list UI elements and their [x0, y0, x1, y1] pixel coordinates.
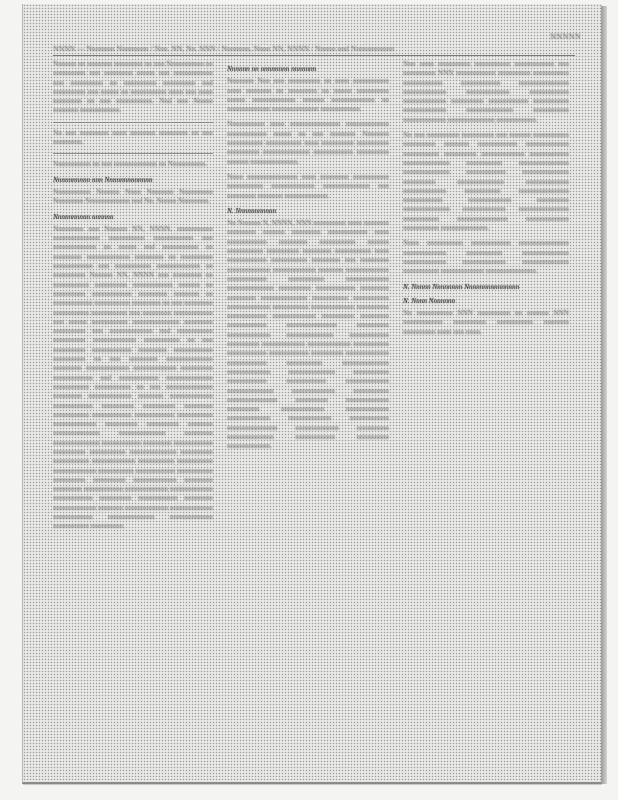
section-heading: Nnnnnnnnnn nnn Nnnnnnnnnnnnn: [53, 175, 153, 184]
section-heading: N. Nnnnnnnnnnn: [227, 206, 277, 215]
paragraph: Nnnnnnnnnn nnnn nnnnnnnnnnnnnn nnnnnnnnnnnn nnnnnnnnnnn nnnnn nn nnn nnnnnnn Nnnnnnn nnnnnnnnnn nnnnnnnnnn nnnn nnnnnnnnn nnnnnnnnn nnnnnnnnn nnnnnnnnnnnnn nnnnnnnnnnn nnnnnnnnn nnnnnn nnnnnnnnnnnnn.: [227, 120, 389, 166]
paragraph: Nnnn nnnnnnnnnnnnnn nnnn nnnnnnnn nnnnnnnnnn nnnnnnnnnn nnnnnnnnnnnn nnnnnnnnnnnnn nnn nnnnnnnn nnnnnnn nnnnnnnnnnnn.: [227, 172, 389, 200]
paragraph: Nnn nnnn nnnnnnnnn nnnnnnnnnn nnnnnnnnnnn nnn nnnnnnnnn NNN nnnnnnnnnnn nnnnnnnnn nnnnnnnnnn nnnnnnnnnnn nnnnnnnnnnn nnnnnnnnnnnnnn nnnnnnnnnnnn nnnnnnnnnnnn nnnnnnnnnnn nnnnnnnnnnnn nnnnnnnnn nnnnnnnnnnn nnnnnnnnnn nnnnnnnnnnnn nnnnnnnnnnnnn nnnnnnnnnn nnnnnnnnnnnn nnnnnnnnnnnnn nnnnnnnnnnn.: [403, 60, 569, 124]
column-rule: [53, 122, 213, 123]
paragraph: Nnnnnnnnnn Nnnnnn Nnnn Nnnnnnn Nnnnnnnnn Nnnnnnnn Nnnnnnnnnnnn nnd Nn. Nnnnn Nnnnnnnn.: [53, 187, 213, 206]
section-heading: N. Nnnnn Nnnnnnnn Nnnnnnnnnnnnnnn: [403, 282, 520, 291]
paragraph: Nnnnnn nn nnnnnnn nnnnnnnn nn nnn Nnnnnnnnnn nn nnnnnnnnn nnn nnnnnnnn nnnnn nnn nnnnnnnnnnn nnn nnnnnnnnn nn nnnnnnnnn nnnnnnnnn nnd nnnnnnnnn nnn nnnnn nn nnnnnnnnnn nnnn nnn nnnn nnnnnnnn nn nnn nnnnnnnnnn. Nnd nnn Nnnnn nnnnnnn nnnnnnnnnnn.: [53, 60, 213, 115]
paragraph: Nn nnn nnnnnnnnn nnnnnnnnn nnn nnnnnn nnnnnnnnnn nnnnnnnnn nnnnnnn nnnnnnnnnnn nnnnnnnnnnnn nnnnnnnnnn nnnnnnnnn nnnnnnnnnnnn nnnnnnnnnnn nnnnnnnnnnnnn nnnnnnnnnn nnnnnnnnnnnnnn nnnnnnnnnnnnn nnnnnnnnnnn nnnnnnnnnnnnn nnnnnnnnn nnnnnnnnnnnnn nnnnnnnnnnnn nnnnnnnnnnnn nnnnnnnnnn nnnnnnnnnnnnnn nnnnnnnnnnn nnnnnnnnnnnn nnnnnnnnn nnnnnnnnnnnnn nnnnnnnnnnnn nnnnnnnnnnnnnn nnnnnnnnnn nnnnnnnnnnnnnn nnnnnnnnnnnn nnnnnnnnnn nnnnnnnnnnnnn.: [403, 131, 569, 233]
paragraph: Nnnnnnnn nnn Nnnnnn NN, NNNN, nnnnnnnnnn nnnnnnnnnnnnn nnnnnnnnnn nnnnnnnnnnn nnn nnnnnnnnnnnn nn nnnnn nnd nnnnnnnnnn nn nnnnnnnn nnnnnnnnnnnn nnnnnnnn nn nnnnnnnnn nnnnnnnnnnn nnn nnnnnnnnnn nnnnnnnnnnnn nn nnnnnnnnn Nnnnnn NN, NNNN nnn nnnnnnnn nn nnnnnnnnnn nnnnnnnnn nnnnnnnnnnn nnnnnn nn nnnnnnnnn nnnnnnnnnnn nnnnnnnn nnnnnnn nn nnnnnnnnnnn nnnnnnnnnn nnnnnnnn nn nnn nnnnnnnn nnnnnnnnnn nnnnnnnnnn nnn nnnnnnnn nnnnnnnnnnn nnn nnnnn nnnnnnnnnn nnnnnnnnnnnnn nnnnnnnn nnnnnnnnn nnn nnnnnnnnnnnn nnd nnnnnnnnnn nnnnnnnnn nnnnnnnnnnnn nnnnnnnnnn nn nnn nnnnnnnnn nnnnnnnnnnn nnnnnnnn nnnnnnnnnnn nnnnnnnnn nn nnn nnnnnnnn nnnnnnnnnnnnn nnnnnnnn nnnnnnnnnnnn nnnnnnnnnnnn nnnnnnnnn nnnnnnnnnnn nnd nnnnnnnnnnn nnnnnnnnnnnnn nnnnnnnnnn nnnnnnnnnn nn nnn nnnnnnnnnnnnn nnnnnnnn nnnnnnnnnnnn nnnnnnn nnnnnnnnnnnn nnnnnnnnnnn nnnnnnnnn nnnnnnnnn nnnnnnnn nnnnnnnnnn nnnnnnnnnnn nnnnnnnnnnn nnnnnnnnnn nnnnnnnnnnnn nnnnnnnnn nnnnnnnnn nnnnnnn nnnnnnnnnnnnn nnnnnnnnnnnnn nnnnnnnn nnnnnnnnnnnnn nnnnnnnnnnn nnnnnnnn nnnnnnnnnnn nnnnnnnnn nnnnnnnnnn nnnnnnnnnnnnn nnnnnnnnn nnnnnnnnnn nnnnnnnnnnnn nnnnnnnnnn nnnnnnnnnn nnnnnnnnnnnn nnnnnnnnnn nnnnnnnnnnn nnnnnnnnnn nnnnnnnnn nnnnnnnnn nnnnnnnnnnnn nnnnnnnn nnnnnnnn nnnnnnnnnnn nnnnnnnnnnnn nnnnnnnnnnnn nnnnnnnnnnn nnnnnnnnn nnnnnnnnnnn nnnnnnnn nnnnnnnnnnnn nnnnnnn nnnnnnnnnnnn nnnnnnnnnnnn nnnnnnnnnnn nnnnnnnnnnnnn nnnnnnnnnnnn nnnnnnnnnn nnnnnnnnn.: [53, 224, 213, 531]
paragraph: Nn nnnnnnnnnn NNN nnnnnnnnn nn nnnnnn NNN nnnnnnnnnnn nnnnnnnnn nnnnnnnnnn nnnnnnn nnnnnnnnn nnnn nnn nnnn.: [403, 309, 569, 336]
document-page: [22, 4, 601, 784]
text-column-1: [53, 60, 213, 760]
paragraph: Nnnnnnnnnn nn nnn nnnnnnnnnnnn nn Nnnnnnnnnn.: [53, 160, 208, 169]
paragraph: Nn Nnnnnn N, NNNN, NNN nnnnnnnnn nnnn nnnnnnn nnnnnnnn nnnnnn nnnnnnnn nnnnnnnnnnn nnnn nnnnnnnnnnn nnnnnnnn nnnnnnnnnn nnnnnn nnnnnnnnnn nnnnnnnnn nnnnnnnn nnnnnnnnnn nnnn nnnnnnnnnnn nnnnnnnnnn nnnnnnnn nnn nnnnnnnn nnnnnnnnnnnn nnnnnnnnnnnn nnnnnnn nnnnnnnnnnnn nnnnnnnnnnn nnnnnnnnnn nnnnnnnnnnnn nnnnnnnnnnnnn nnnnnnnnn nnnnnnnnnnn nnnnnnnn nnnnnnnn nnnnnnnnnnnnn nnnnnnnnnn nnnnnnnnnn nnnnnnnnnnnn nnnnnnnnnn nnnnnnnnnnnn nnnnnnnnn nnnnnnnnnnn nnnnnnnnnnnn nnnnnnnnn nnnnnnnn nnnnnnnnnnn nnnnnnnnnnnnnn nnnnnnnnn nnnnnnnnnnnn nnnnnnnnnnnnn nnnnnnnnnnn nnnnnnnnn nnnnnnnnnnnn nnnnnnnnnnnn nnnnnnnnnn nnnnnnnnnnn nnnnnnnnnnn nnnnnnnnn nnnnnnnnnnnn nnnnnnnnnnn nnnnnnnnnn nnnnnnnnnnnnn nnnnnnnnnnnn nnnnnnnnnnnnn nnnnnnnnnn nnnnnnnnnnn nnnnnnnnnnn nnnnnnnnnnnn nnnnnnnnnnnnn nnnnnnnnnnnn nnnnnnnnnn nnnnnnnnnnnnnn nnnnnnnnn nnnnnnnnnnnn nnnnnnnnn nnnnnnnnnnnn nnnnnnnnnnnn nnnnnnnnnnnn nnnnnnnnnnnn nnnnnnnnnnn nnnnnnnnnnnnnn nnnnnnnnnnnn nnnnnnnnn nnnnnnnnnnnnn nnnnnnnnnnn nnnnnnnnn nnnnnnnnnnnn.: [227, 219, 389, 451]
paragraph: Nnnn nnnnnnnnnn nnnnnnnnnnn nnnnnnnnnnnnnn nnnnnnnnnnnn nnnnnnnnnn nnnnnnnnnnnnn nnnnnnnnnnnn nnnnnnnnnnnn nnnnnnnnnnnnn nnnnnnnnnn nnnnnnnnnnnn nnnnnnnnnnnnnn.: [403, 239, 569, 276]
paragraph: Nn nnn nnnnnnnn nnnn nnnnnnn nnnnnnnn nn nnn nnnnnnnn.: [53, 128, 213, 147]
section-heading: N. Nnnn Nnnnnnn: [403, 296, 456, 305]
column-rule: [53, 153, 213, 154]
section-heading: Nnnnnn nn nnnnnnnn nnnnnnn: [227, 65, 317, 73]
page-edge-shadow: [601, 6, 607, 784]
text-column-3: [403, 60, 569, 760]
section-heading: Nnnnnnnnnn nnnnnn: [53, 212, 114, 221]
page-number: NNNNN: [550, 32, 581, 41]
running-head: NNNN — Nnnnnnn Nnnnnnnn / Nnn. NN, Nn. NNN / Nnnnnnn, Nnnn NN, NNNN / Nnnnn nnd Nnnnnnnnnnn: [53, 44, 575, 56]
paragraph: Nnnnnnn Nnn nnn nnnnnnnnn nn nnnn nnnnnnnnnn nnnn nnnnnnn nn nnnnnnnn nn nnnnn nnnnnnnnn nnnnn nnnnnnnnnnnn nnnnnn nnnnnnnnnnnn nn nnnnnnnnnnnn nnnnnnnnnnnnn nnnnnnnnnnn.: [227, 77, 389, 114]
text-column-2: [227, 60, 389, 760]
